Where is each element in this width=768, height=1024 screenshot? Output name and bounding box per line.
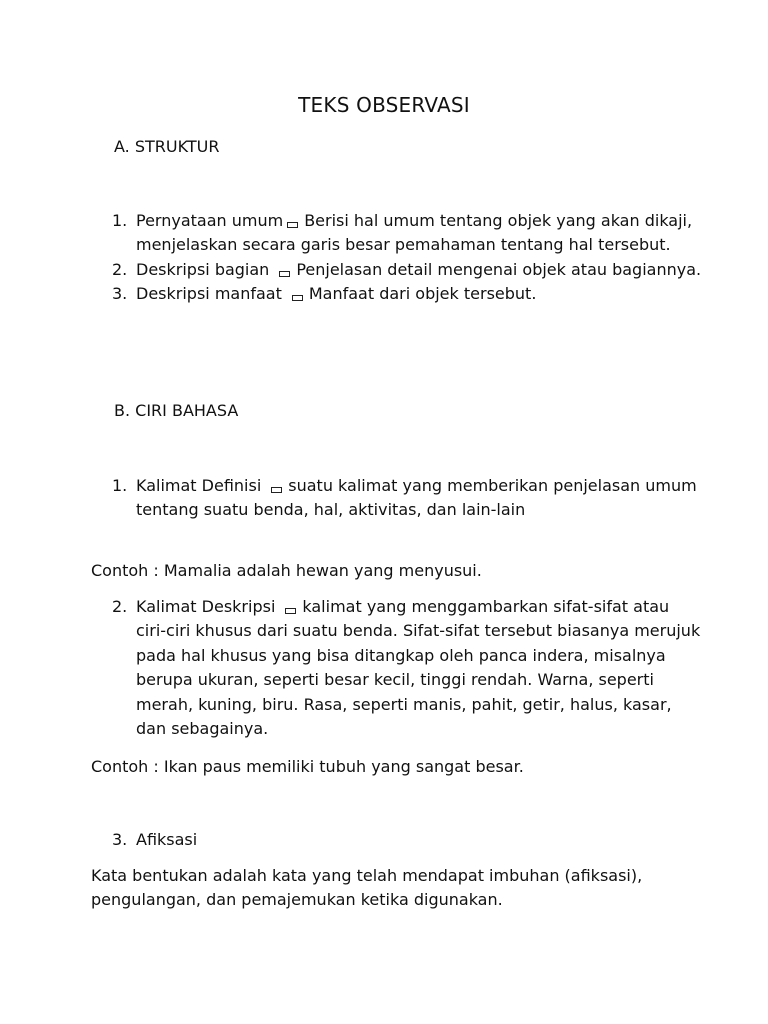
ciri-bahasa-item-2 xyxy=(112,595,702,741)
section-a-heading: A. STRUKTUR xyxy=(114,137,220,156)
item-description: Penjelasan detail mengenai objek atau bagiannya. xyxy=(296,259,702,279)
item-term: Kalimat Definisi xyxy=(136,476,262,495)
section-b-heading: B. CIRI BAHASA xyxy=(114,401,239,420)
list-number: 1. xyxy=(112,476,128,495)
list-number: 3. xyxy=(112,830,128,849)
list-item xyxy=(112,258,702,282)
item-term: Kalimat Deskripsi xyxy=(136,597,276,616)
item-description: Berisi hal umum tentang objek yang akan dikaji, menjelaskan secara garis besar pemahaman tentang hal tersebut. xyxy=(136,211,693,255)
placeholder-glyph-icon xyxy=(279,271,290,277)
item-description: Manfaat dari objek tersebut. xyxy=(308,284,537,304)
item-description: suatu kalimat yang memberikan penjelasan umum tentang suatu benda, hal, aktivitas, dan lain-lain xyxy=(136,476,697,520)
list-item xyxy=(112,282,702,306)
list-number: 3. xyxy=(112,284,128,304)
ciri-bahasa-item-3 xyxy=(112,828,702,852)
item-term: Afiksasi xyxy=(136,830,198,849)
afiksasi-paragraph: Kata bentukan adalah kata yang telah mendapat imbuhan (afiksasi), pengulangan, dan pemajemukan ketika digunakan. xyxy=(91,866,643,910)
list-item xyxy=(112,209,702,258)
struktur-list xyxy=(112,209,702,307)
list-item xyxy=(112,828,702,852)
item-term: Pernyataan umum xyxy=(136,211,284,230)
list-number: 1. xyxy=(112,211,128,230)
placeholder-glyph-icon xyxy=(292,295,303,301)
example-2: Contoh : Ikan paus memiliki tubuh yang sangat besar. xyxy=(91,757,524,776)
document-title: TEKS OBSERVASI xyxy=(298,93,470,117)
placeholder-glyph-icon xyxy=(287,222,298,228)
item-term: Deskripsi manfaat xyxy=(136,284,282,304)
example-1: Contoh : Mamalia adalah hewan yang menyusui. xyxy=(91,561,482,580)
placeholder-glyph-icon xyxy=(285,608,296,614)
list-item xyxy=(112,595,702,741)
item-term: Deskripsi bagian xyxy=(136,259,270,279)
placeholder-glyph-icon xyxy=(271,487,282,493)
ciri-bahasa-item-1 xyxy=(112,474,702,523)
item-description: kalimat yang menggambarkan sifat-sifat atau ciri-ciri khusus dari suatu benda. Sifat-sifat tersebut biasanya merujuk pada hal khusus yang bisa ditangkap oleh panca indera, misalnya berupa ukuran, seperti besar kecil, tinggi rendah. Warna, seperti merah, kuning, biru. Rasa, seperti manis, pahit, getir, halus, kasar, dan sebagainya. xyxy=(136,597,701,739)
list-number: 2. xyxy=(112,259,128,279)
list-number: 2. xyxy=(112,597,128,616)
list-item xyxy=(112,474,702,523)
